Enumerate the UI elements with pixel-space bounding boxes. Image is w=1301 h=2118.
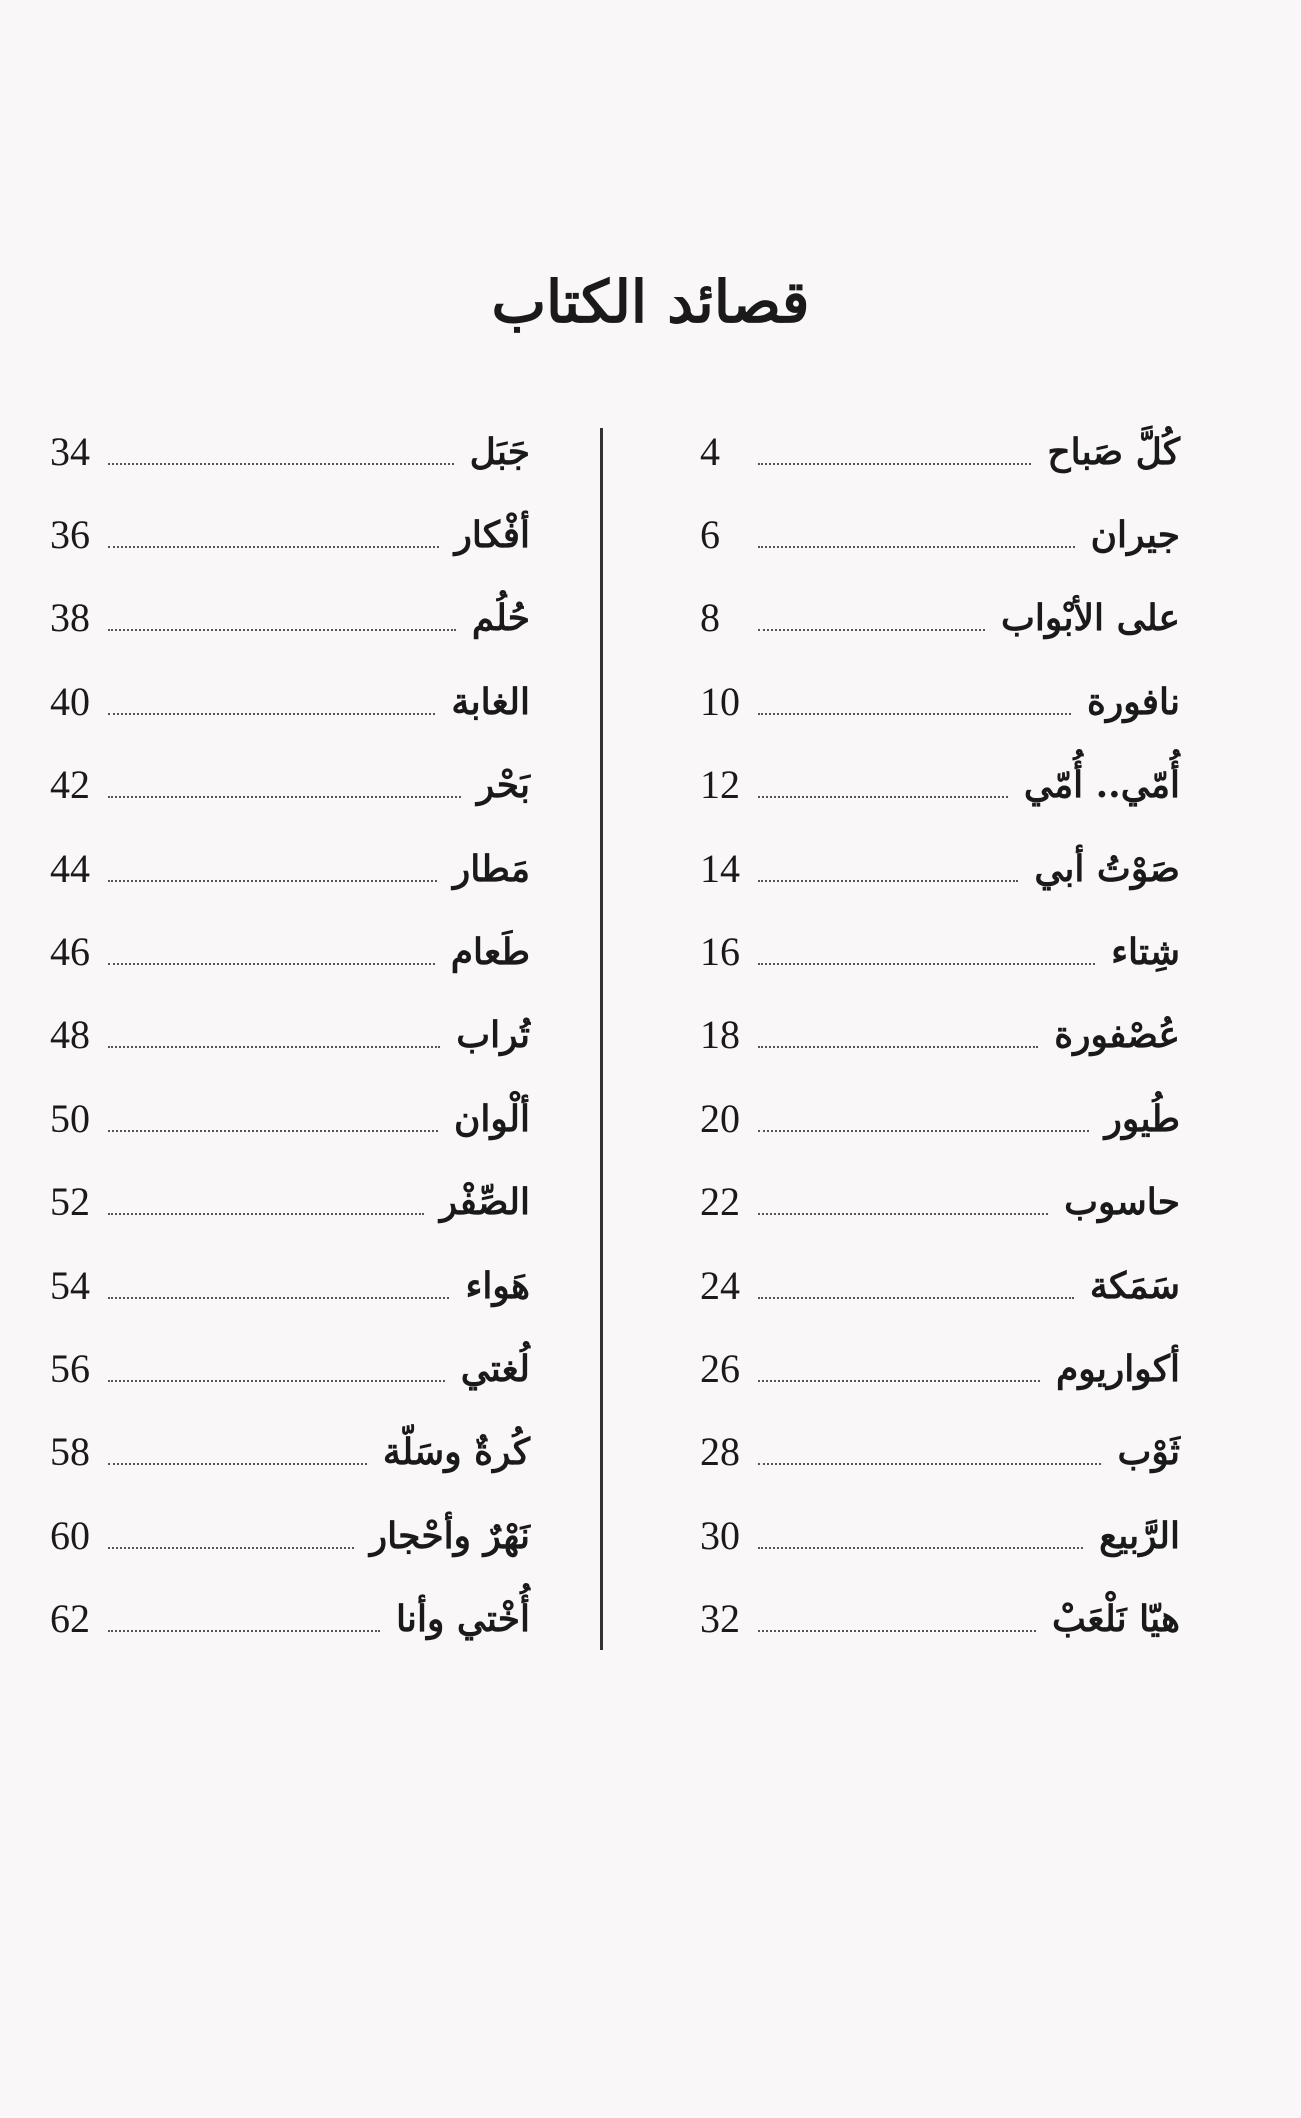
toc-entry-page: 36 <box>50 512 90 558</box>
dot-leader <box>108 463 454 465</box>
toc-entry-title: سَمَكة <box>1089 1264 1180 1307</box>
dot-leader <box>108 1630 380 1632</box>
toc-column-right <box>700 410 1180 1661</box>
toc-entry-page: 58 <box>50 1429 90 1475</box>
toc-entry-page: 60 <box>50 1512 90 1558</box>
toc-entry[interactable] <box>700 1161 1180 1244</box>
toc-entry-title: مَطار <box>452 847 530 890</box>
toc-entry[interactable] <box>700 577 1180 660</box>
toc-entry[interactable] <box>700 410 1180 493</box>
dot-leader <box>108 1463 367 1465</box>
toc-entry-title: ثَوْب <box>1117 1431 1180 1474</box>
toc-entry[interactable] <box>50 1411 530 1494</box>
dot-leader <box>108 629 456 631</box>
toc-entry-title: تُراب <box>456 1014 530 1057</box>
dot-leader <box>758 1463 1101 1465</box>
toc-entry[interactable] <box>700 660 1180 743</box>
toc-entry-page: 50 <box>50 1095 90 1141</box>
toc-entry-title: جَبَل <box>469 430 530 473</box>
toc-entry[interactable] <box>50 1577 530 1660</box>
toc-entry-page: 26 <box>700 1345 740 1391</box>
toc-entry-page: 34 <box>50 428 90 474</box>
dot-leader <box>758 1380 1040 1382</box>
dot-leader <box>758 629 985 631</box>
dot-leader <box>758 880 1018 882</box>
toc-entry-page: 6 <box>700 512 720 558</box>
toc-entry[interactable] <box>50 493 530 576</box>
toc-entry-page: 20 <box>700 1095 740 1141</box>
toc-entry-title: أُمّي.. أُمّي <box>1023 764 1180 807</box>
toc-entry-title: كُرةٌ وسَلّة <box>382 1431 530 1474</box>
toc-entry-title: نافورة <box>1086 680 1180 723</box>
toc-entry-title: طُيور <box>1104 1097 1180 1140</box>
toc-entry-title: هيّا نَلْعَبْ <box>1051 1598 1180 1641</box>
toc-entry[interactable] <box>50 1161 530 1244</box>
toc-entry[interactable] <box>50 660 530 743</box>
toc-entry[interactable] <box>50 1327 530 1410</box>
toc-entry[interactable] <box>700 493 1180 576</box>
toc-entry-title: جيران <box>1090 514 1180 557</box>
toc-entry[interactable] <box>700 1077 1180 1160</box>
column-divider <box>600 428 603 1650</box>
dot-leader <box>758 713 1071 715</box>
toc-entry-title: أُخْتي وأنا <box>395 1598 530 1641</box>
toc-entry-page: 8 <box>700 595 720 641</box>
dot-leader <box>758 1130 1089 1132</box>
toc-entry[interactable] <box>50 744 530 827</box>
toc-entry-title: على الأبْواب <box>1001 597 1180 640</box>
toc-entry[interactable] <box>700 744 1180 827</box>
toc-entry-page: 22 <box>700 1179 740 1225</box>
toc-entry-title: الغابة <box>451 680 530 723</box>
dot-leader <box>758 1547 1083 1549</box>
dot-leader <box>758 963 1095 965</box>
toc-entry[interactable] <box>700 1244 1180 1327</box>
dot-leader <box>108 1297 449 1299</box>
toc-entry-page: 48 <box>50 1012 90 1058</box>
toc-entry-page: 32 <box>700 1596 740 1642</box>
toc-entry[interactable] <box>700 1327 1180 1410</box>
toc-entry-page: 62 <box>50 1596 90 1642</box>
toc-entry[interactable] <box>50 827 530 910</box>
toc-entry-title: نَهْرٌ وأحْجار <box>369 1514 530 1557</box>
toc-entry-page: 18 <box>700 1012 740 1058</box>
page-title: قصائد الكتاب <box>491 268 810 336</box>
dot-leader <box>108 1046 440 1048</box>
toc-entry[interactable] <box>50 1494 530 1577</box>
toc-column-left <box>50 410 530 1661</box>
dot-leader <box>108 546 439 548</box>
toc-entry-page: 46 <box>50 929 90 975</box>
toc-entry-title: لُغتي <box>460 1347 530 1390</box>
toc-entry-page: 40 <box>50 678 90 724</box>
toc-entry[interactable] <box>700 1577 1180 1660</box>
toc-entry-page: 24 <box>700 1262 740 1308</box>
dot-leader <box>758 463 1031 465</box>
toc-entry-page: 54 <box>50 1262 90 1308</box>
toc-entry-title: حُلُم <box>471 597 530 640</box>
toc-entry[interactable] <box>50 994 530 1077</box>
toc-entry[interactable] <box>50 410 530 493</box>
dot-leader <box>108 963 435 965</box>
dot-leader <box>108 1130 438 1132</box>
dot-leader <box>758 1297 1074 1299</box>
toc-entry[interactable] <box>700 1411 1180 1494</box>
toc-entry-page: 30 <box>700 1512 740 1558</box>
dot-leader <box>758 1046 1038 1048</box>
dot-leader <box>758 546 1075 548</box>
toc-entry-title: الصِّفْر <box>439 1181 530 1224</box>
toc-entry[interactable] <box>50 910 530 993</box>
toc-entry-title: هَواء <box>465 1264 530 1307</box>
toc-entry-page: 56 <box>50 1345 90 1391</box>
toc-entry-title: صَوْتُ أبي <box>1034 847 1180 890</box>
toc-entry-page: 44 <box>50 845 90 891</box>
toc-entry-title: عُصْفورة <box>1054 1014 1180 1057</box>
dot-leader <box>108 1213 424 1215</box>
toc-entry-page: 16 <box>700 929 740 975</box>
dot-leader <box>758 1213 1048 1215</box>
dot-leader <box>108 880 437 882</box>
toc-entry-title: أفْكار <box>454 514 530 557</box>
toc-entry-page: 4 <box>700 428 720 474</box>
toc-entry-page: 42 <box>50 762 90 808</box>
toc-entry-page: 12 <box>700 762 740 808</box>
toc-entry-title: الرَّبيع <box>1099 1514 1180 1557</box>
toc-entry[interactable] <box>50 577 530 660</box>
toc-entry[interactable] <box>50 1244 530 1327</box>
toc-entry[interactable] <box>700 994 1180 1077</box>
toc-entry[interactable] <box>50 1077 530 1160</box>
toc-entry-page: 14 <box>700 845 740 891</box>
toc-entry-page: 52 <box>50 1179 90 1225</box>
dot-leader <box>108 1380 445 1382</box>
toc-entry-page: 28 <box>700 1429 740 1475</box>
toc-entry-title: طَعام <box>450 931 530 974</box>
dot-leader <box>108 713 435 715</box>
dot-leader <box>758 1630 1036 1632</box>
toc-entry-page: 38 <box>50 595 90 641</box>
toc-entry-title: أكواريوم <box>1055 1347 1180 1390</box>
toc-entry[interactable] <box>700 910 1180 993</box>
toc-entry[interactable] <box>700 1494 1180 1577</box>
toc-entry-title: بَحْر <box>476 764 530 807</box>
toc-entry-page: 10 <box>700 678 740 724</box>
toc-entry[interactable] <box>700 827 1180 910</box>
dot-leader <box>108 1547 354 1549</box>
toc-entry-title: ألْوان <box>453 1097 530 1140</box>
dot-leader <box>108 796 461 798</box>
dot-leader <box>758 796 1008 798</box>
toc-entry-title: شِتاء <box>1111 931 1180 974</box>
toc-entry-title: كُلَّ صَباح <box>1047 430 1180 473</box>
toc-entry-title: حاسوب <box>1064 1181 1180 1224</box>
